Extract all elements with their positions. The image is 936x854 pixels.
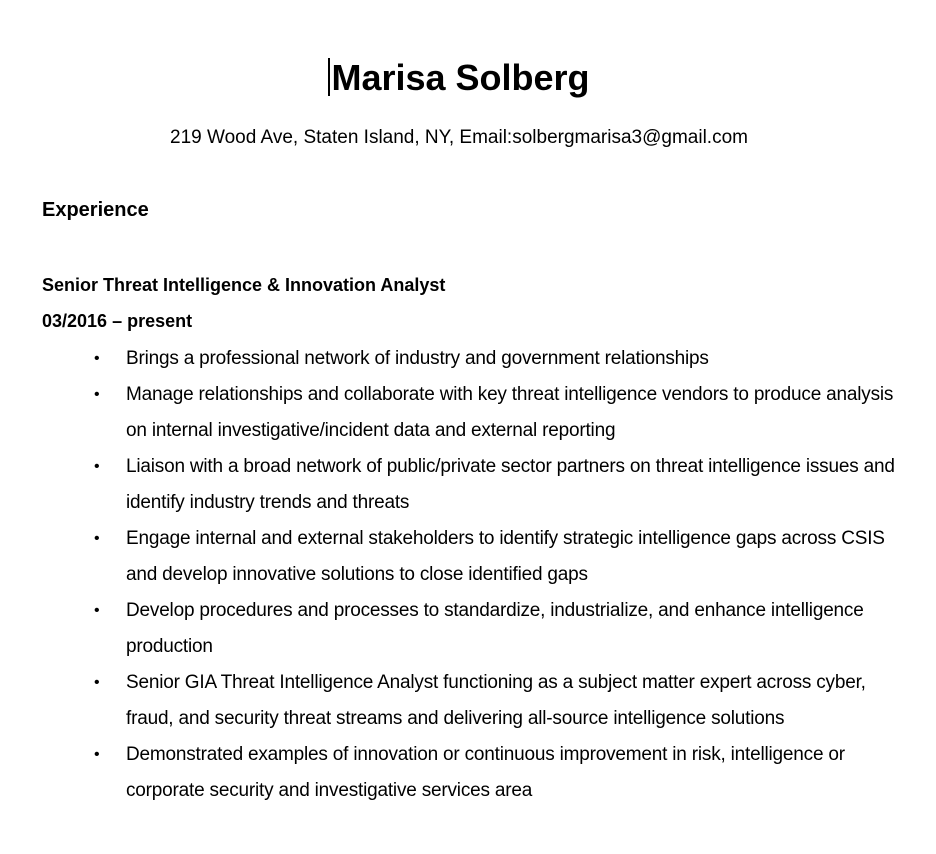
bullet-glyph: • bbox=[94, 602, 100, 619]
bullet-glyph: • bbox=[94, 674, 100, 691]
bullet-glyph: • bbox=[94, 386, 100, 403]
job-bullet-list bbox=[0, 341, 936, 809]
bullet-glyph: • bbox=[94, 458, 100, 475]
resume-name-heading[interactable] bbox=[0, 56, 918, 100]
job-title: Senior Threat Intelligence & Innovation Analyst bbox=[42, 275, 446, 295]
bullet-text: Engage internal and external stakeholders to identify strategic intelligence gaps across CSIS and develop innovative solutions to close identified gaps bbox=[126, 528, 885, 585]
bullet-text: Develop procedures and processes to standardize, industrialize, and enhance intelligence production bbox=[126, 600, 864, 657]
bullet-item bbox=[0, 665, 936, 737]
bullet-glyph: • bbox=[94, 530, 100, 547]
section-heading-experience: Experience bbox=[42, 199, 149, 221]
bullet-item bbox=[0, 593, 936, 665]
contact-line: 219 Wood Ave, Staten Island, NY, Email:solbergmarisa3@gmail.com bbox=[170, 127, 748, 148]
bullet-item bbox=[0, 521, 936, 593]
bullet-item bbox=[0, 737, 936, 809]
bullet-text: Liaison with a broad network of public/private sector partners on threat intelligence issues and identify industry trends and threats bbox=[126, 456, 895, 513]
bullet-text: Brings a professional network of industry and government relationships bbox=[126, 348, 709, 369]
bullet-text: Senior GIA Threat Intelligence Analyst functioning as a subject matter expert across cyber, fraud, and security threat streams and delivering all-source intelligence solutions bbox=[126, 672, 866, 729]
bullet-item bbox=[0, 341, 936, 377]
bullet-item bbox=[0, 377, 936, 449]
bullet-item bbox=[0, 449, 936, 521]
job-dates: 03/2016 – present bbox=[42, 311, 193, 331]
bullet-text: Manage relationships and collaborate with key threat intelligence vendors to produce analysis on internal investigative/incident data and external reporting bbox=[126, 384, 894, 441]
bullet-text: Demonstrated examples of innovation or continuous improvement in risk, intelligence or corporate security and investigative services area bbox=[126, 744, 845, 801]
bullet-glyph: • bbox=[94, 746, 100, 763]
bullet-glyph: • bbox=[94, 350, 100, 367]
resume-name: Marisa Solberg bbox=[331, 57, 590, 98]
